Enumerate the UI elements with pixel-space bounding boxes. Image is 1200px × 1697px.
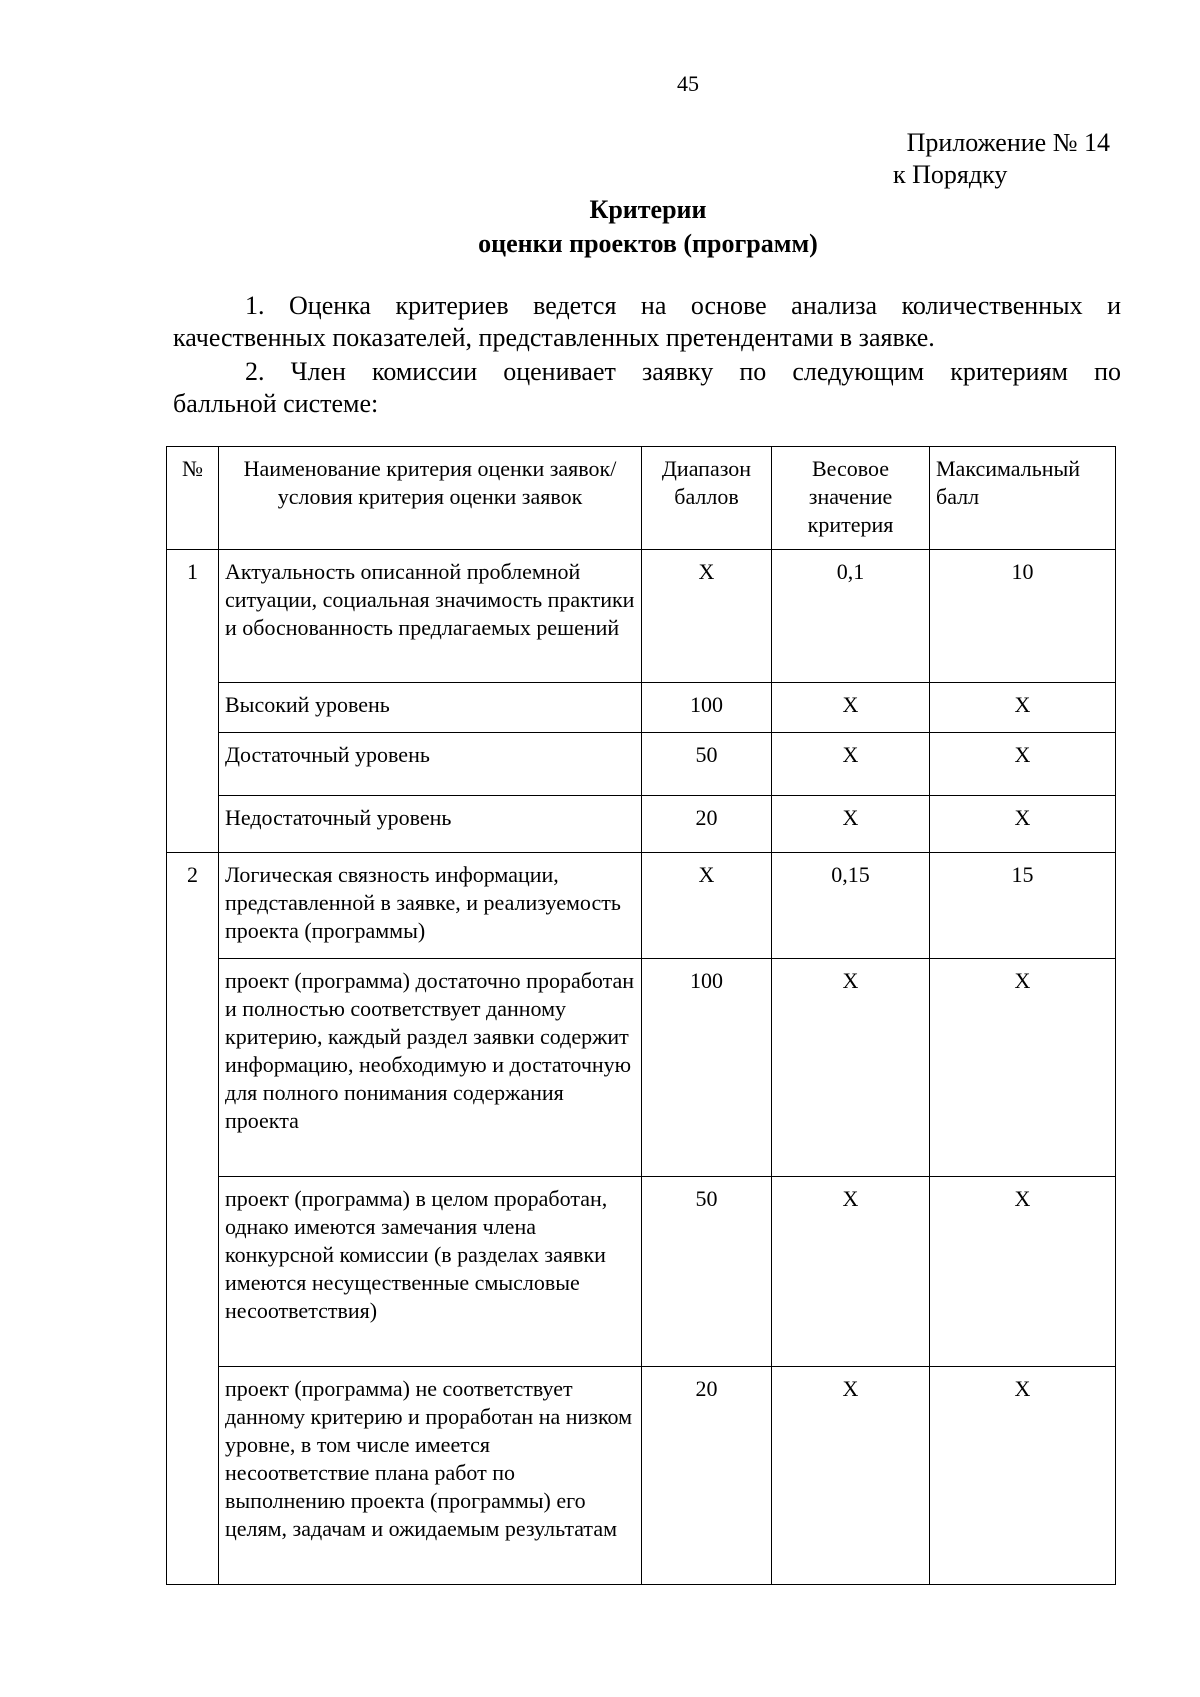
level-name: проект (программа) не соответствует данному критерию и проработан на низком уровне, в том числе имеется несоответствие плана работ по выполнению проекта (программы) его целям, задачам и ожидаемым результатам (219, 1367, 642, 1585)
level-max: X (930, 959, 1116, 1177)
header-weight: Весовое значение критерия (772, 447, 930, 550)
level-max: X (930, 733, 1116, 796)
appendix-label: Приложение № 14 (906, 128, 1110, 157)
criteria-table (166, 446, 1116, 1585)
appendix-reference: к Порядку (893, 160, 1008, 189)
level-range: 100 (642, 683, 772, 733)
paragraph-1-line-1: 1. Оценка критериев ведется на основе анализа количественных и (245, 291, 1121, 320)
level-weight: X (772, 796, 930, 853)
level-row (167, 1367, 1116, 1585)
level-max: X (930, 683, 1116, 733)
document-title (0, 193, 1200, 261)
title-line-1: Критерии (589, 195, 707, 224)
criterion-number: 2 (167, 853, 219, 1585)
criterion-row (167, 550, 1116, 683)
level-range: 100 (642, 959, 772, 1177)
paragraph-2 (173, 356, 1121, 420)
level-row (167, 733, 1116, 796)
title-line-2: оценки проектов (программ) (478, 229, 818, 258)
level-weight: X (772, 1177, 930, 1367)
level-weight: X (772, 683, 930, 733)
level-row (167, 683, 1116, 733)
level-range: 20 (642, 1367, 772, 1585)
header-max: Максимальный балл (930, 447, 1116, 550)
level-name: проект (программа) достаточно проработан и полностью соответствует данному критерию, каждый раздел заявки содержит информацию, необходимую и достаточную для полного понимания содержания проекта (219, 959, 642, 1177)
criterion-name: Актуальность описанной проблемной ситуации, социальная значимость практики и обоснованность предлагаемых решений (219, 550, 642, 683)
paragraph-1-line-2: качественных показателей, представленных претендентами в заявке. (173, 323, 935, 352)
header-name: Наименование критерия оценки заявок/условия критерия оценки заявок (219, 447, 642, 550)
level-max: X (930, 1177, 1116, 1367)
level-range: 50 (642, 733, 772, 796)
level-name: Высокий уровень (219, 683, 642, 733)
criterion-row (167, 853, 1116, 959)
criterion-name: Логическая связность информации, представленной в заявке, и реализуемость проекта (программы) (219, 853, 642, 959)
header-num: № (167, 447, 219, 550)
criterion-number: 1 (167, 550, 219, 853)
level-range: 20 (642, 796, 772, 853)
criterion-weight: 0,1 (772, 550, 930, 683)
criterion-max: 15 (930, 853, 1116, 959)
page-number: 45 (677, 71, 699, 96)
criterion-range: X (642, 853, 772, 959)
level-weight: X (772, 1367, 930, 1585)
level-weight: X (772, 733, 930, 796)
paragraph-1 (173, 290, 1121, 354)
level-name: Недостаточный уровень (219, 796, 642, 853)
level-name: проект (программа) в целом проработан, однако имеются замечания члена конкурсной комиссии (в разделах заявки имеются несущественные смысловые несоответствия) (219, 1177, 642, 1367)
level-row (167, 959, 1116, 1177)
level-row (167, 1177, 1116, 1367)
criterion-weight: 0,15 (772, 853, 930, 959)
table-header-row (167, 447, 1116, 550)
criterion-max: 10 (930, 550, 1116, 683)
paragraph-2-line-2: балльной системе: (173, 389, 379, 418)
level-range: 50 (642, 1177, 772, 1367)
level-name: Достаточный уровень (219, 733, 642, 796)
paragraph-2-line-1: 2. Член комиссии оценивает заявку по следующим критериям по (245, 357, 1121, 386)
level-weight: X (772, 959, 930, 1177)
level-max: X (930, 1367, 1116, 1585)
level-max: X (930, 796, 1116, 853)
header-range: Диапазон баллов (642, 447, 772, 550)
criterion-range: X (642, 550, 772, 683)
level-row (167, 796, 1116, 853)
